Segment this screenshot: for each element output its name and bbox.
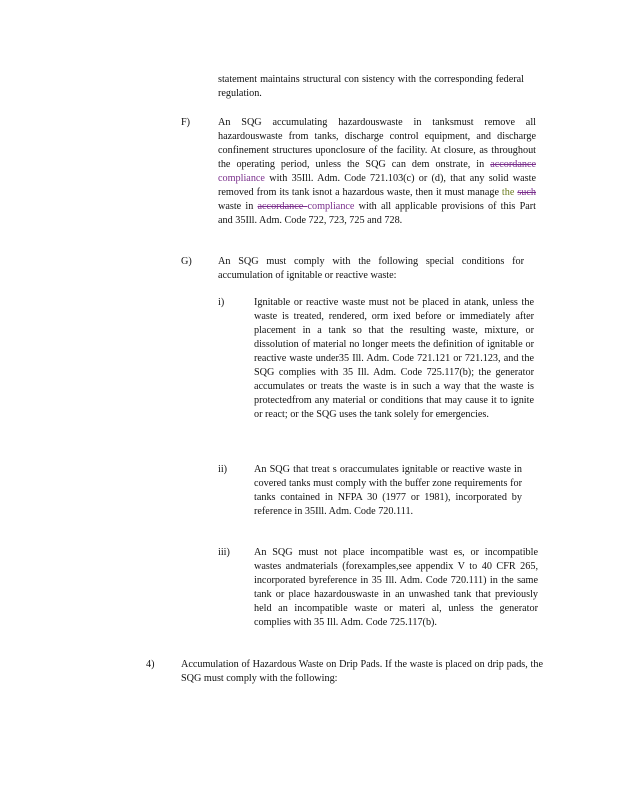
- paragraph-f-text-3: waste in: [218, 201, 258, 212]
- deleted-text: accordance: [257, 201, 308, 212]
- section-4: [181, 658, 543, 686]
- paragraph-f-text-4: with all applicable provisions of this Part and 35Ill. Adm. Code 722, 723, 725 and 728.: [218, 201, 536, 226]
- paragraph-f: [218, 116, 536, 228]
- deleted-text: such: [517, 187, 536, 198]
- paragraph-g-text: An SQG must comply with the following special conditions for accumulation of ignitable or reactive waste:: [218, 256, 524, 281]
- paragraph-g-label: G): [181, 256, 192, 267]
- item-iii-label: iii): [218, 547, 230, 558]
- inserted-text: compliance: [218, 173, 265, 184]
- item-ii-label: ii): [218, 464, 228, 475]
- deleted-text: accordance: [490, 159, 536, 170]
- inserted-text: compliance: [307, 201, 355, 212]
- item-i-label: i): [218, 297, 225, 308]
- item-iii: [254, 546, 538, 630]
- intro-paragraph: [218, 73, 524, 101]
- paragraph-f-label: F): [181, 117, 191, 128]
- paragraph-g: [218, 255, 524, 283]
- item-ii: [254, 463, 522, 519]
- intro-text: statement maintains structural con sistency with the corresponding federal regulation.: [218, 74, 524, 99]
- paragraph-f-text-1: An SQG accumulating hazardouswaste in tanksmust remove all hazardouswaste from tanks, discharge control equipment, and discharge confinement structures uponclosure of the facility. At closure, as throughout the operating period, unless the SQG can dem onstrate, in: [218, 117, 536, 170]
- inserted-text: the: [501, 187, 515, 198]
- paragraph-f-text-2: with 35Ill. Adm. Code 721.103(c) or (d), that any solid waste removed from its tank isnot a hazardous waste, then it must manage: [218, 173, 536, 198]
- section-4-text: Accumulation of Hazardous Waste on Drip Pads. If the waste is placed on drip pads, the SQG must comply with the following:: [181, 659, 543, 684]
- section-4-label: 4): [146, 659, 155, 670]
- item-iii-text: An SQG must not place incompatible wast es, or incompatible wastes andmaterials (forexamples,see appendix V to 40 CFR 265, incorporated byreference in 35 Ill. Adm. Code 720.111) in the same tank or place hazardouswaste in an unwashed tank that previously held an incompatible waste or materi al, unless the generator complies with 35 Ill. Adm. Code 725.117(b).: [254, 547, 538, 628]
- item-ii-text: An SQG that treat s oraccumulates ignitable or reactive waste in covered tanks must comply with the buffer zone requirements for tanks contained in NFPA 30 (1977 or 1981), incorporated by reference in 35Ill. Adm. Code 720.111.: [254, 464, 522, 517]
- item-i: [254, 296, 534, 422]
- item-i-text: Ignitable or reactive waste must not be placed in atank, unless the waste is treated, rendered, orm ixed before or immediately after placement in a tank so that the resulting waste, mixture, or dissolution of material no longer meets the definition of ignitable or reactive waste under35 Ill. Adm. Code 721.121 or 721.123, and the SQG complies with 35 Ill. Adm. Code 725.117(b); the generator accumulates or treats the waste is in such a way that the waste is protectedfrom any material or conditions that may cause it to ignite or react; or the SQG uses the tank solely for emergencies.: [254, 297, 534, 420]
